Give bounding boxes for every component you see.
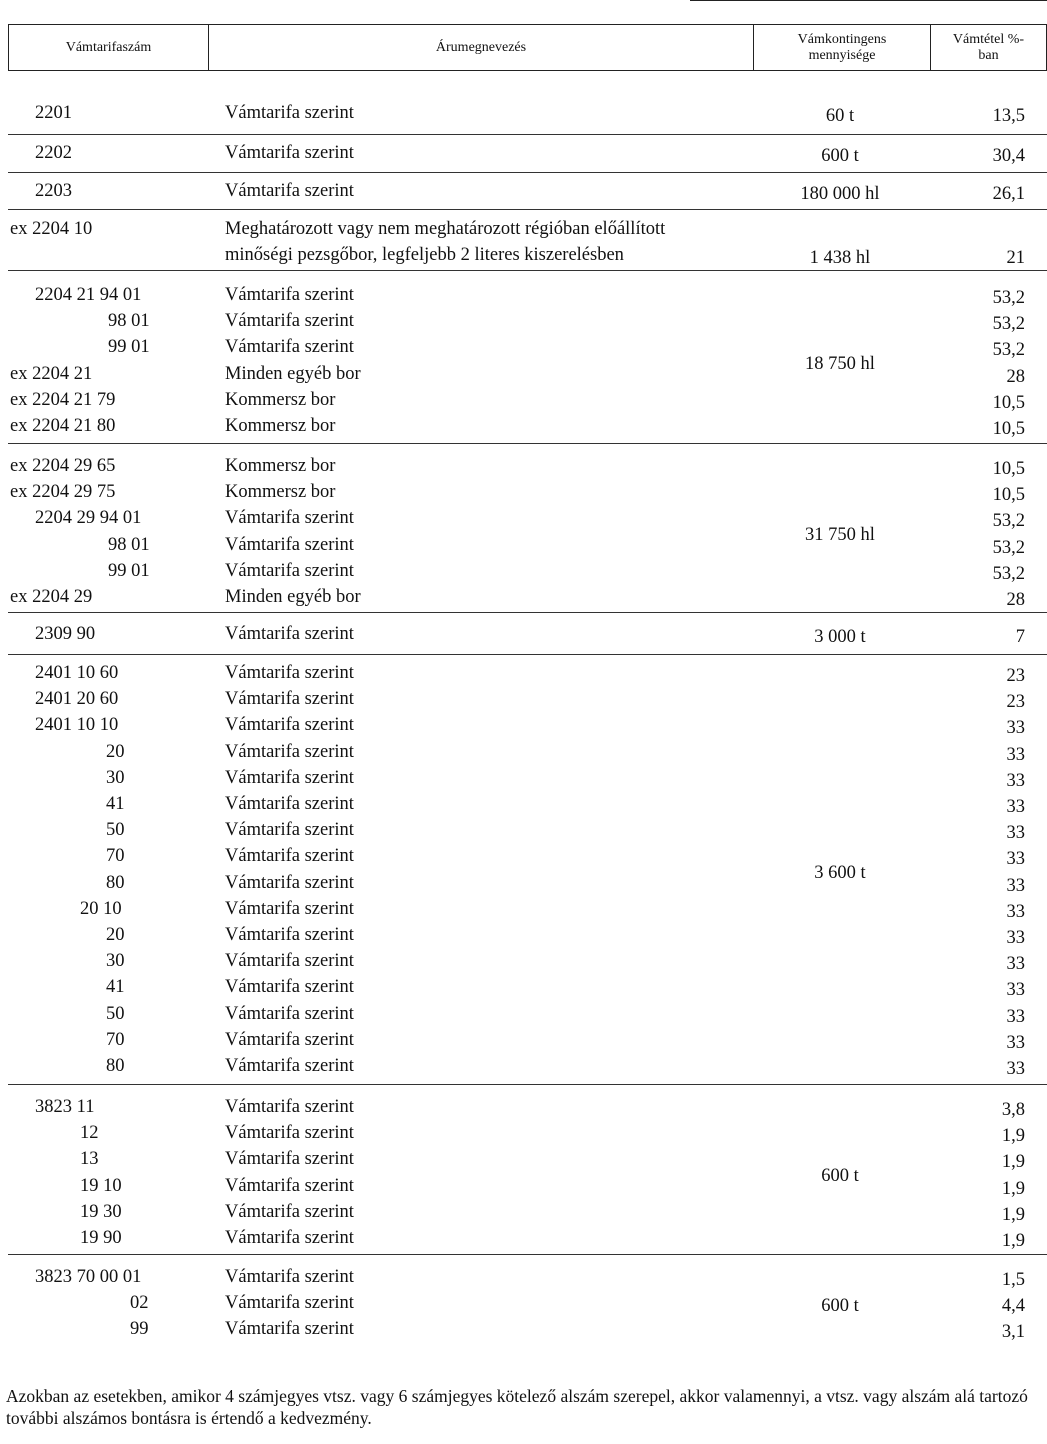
header-quota [754, 24, 931, 71]
tariff-code: 2401 10 60 [35, 663, 119, 683]
product-name: Vámtarifa szerint [225, 872, 354, 893]
group-divider [8, 172, 1047, 173]
quota-amount: 600 t [821, 1165, 859, 1186]
product-name: Vámtarifa szerint [225, 951, 354, 972]
product-name: Kommersz bor [225, 456, 336, 476]
product-name: Vámtarifa szerint [225, 337, 354, 358]
group-divider [8, 612, 1047, 613]
product-name: Vámtarifa szerint [225, 977, 354, 998]
quota-amount: 600 t [821, 1296, 859, 1317]
product-name: Vámtarifa szerint [225, 624, 354, 644]
tariff-code: 30 [106, 951, 125, 972]
quota-amount: 31 750 hl [805, 524, 875, 545]
product-name: Vámtarifa szerint [225, 925, 354, 945]
tariff-code: 30 [106, 767, 125, 788]
duty-rate: 53,2 [992, 288, 1025, 308]
tariff-code: 20 [106, 741, 125, 762]
tariff-code: 41 [106, 977, 125, 998]
duty-rate: 13,5 [992, 106, 1025, 126]
tariff-code: 80 [106, 1056, 125, 1076]
tariff-code: 2401 10 10 [35, 715, 119, 736]
duty-rate: 33 [1006, 797, 1025, 817]
group-divider [8, 443, 1047, 444]
header-name-label: Árumegnevezés [435, 39, 527, 55]
tariff-code: ex 2204 29 75 [10, 482, 116, 503]
product-name: Vámtarifa szerint [225, 143, 354, 163]
product-name: Vámtarifa szerint [225, 1123, 354, 1144]
product-name: Vámtarifa szerint [225, 689, 354, 710]
tariff-code: 98 01 [108, 534, 150, 555]
quota-amount: 60 t [825, 106, 855, 126]
product-name: Vámtarifa szerint [225, 560, 354, 581]
tariff-code: 02 [130, 1293, 149, 1314]
product-name: Vámtarifa szerint [225, 1149, 354, 1170]
product-name: Vámtarifa szerint [225, 715, 354, 736]
tariff-code: 2204 21 94 01 [35, 285, 142, 305]
quota-amount: 1 438 hl [809, 248, 871, 269]
product-name: Vámtarifa szerint [225, 103, 354, 123]
tariff-code: 50 [106, 820, 125, 841]
product-name: Vámtarifa szerint [225, 741, 354, 762]
duty-rate: 10,5 [992, 392, 1025, 413]
product-name: Vámtarifa szerint [225, 1319, 354, 1340]
tariff-code: 20 10 [80, 898, 122, 919]
duty-rate: 33 [1006, 1059, 1025, 1079]
product-name: Kommersz bor [225, 389, 336, 410]
tariff-code: 98 01 [108, 311, 150, 332]
product-name: Vámtarifa szerint [225, 820, 354, 841]
tariff-code: 2201 [35, 103, 72, 123]
duty-rate: 33 [1006, 954, 1025, 975]
quota-amount: 3 000 t [814, 627, 866, 647]
duty-rate: 33 [1006, 1006, 1025, 1027]
duty-rate: 53,2 [992, 340, 1025, 361]
duty-rate: 7 [1015, 627, 1025, 647]
duty-rate: 33 [1006, 980, 1025, 1001]
product-name: Vámtarifa szerint [225, 1293, 354, 1314]
duty-rate: 23 [1006, 692, 1025, 713]
tariff-code: 13 [80, 1149, 99, 1170]
duty-rate: 53,2 [992, 537, 1025, 558]
product-name: Meghatározott vagy nem meghatározott régióban előállított [225, 219, 666, 239]
tariff-code: 2309 90 [35, 624, 96, 644]
tariff-code: 19 90 [80, 1228, 122, 1248]
top-rule [690, 0, 1047, 1]
tariff-code: 99 01 [108, 337, 150, 358]
duty-rate: 10,5 [992, 419, 1025, 439]
product-name: Vámtarifa szerint [225, 767, 354, 788]
duty-rate: 1,9 [1001, 1126, 1025, 1147]
header-rate [931, 24, 1047, 71]
duty-rate: 26,1 [992, 184, 1025, 204]
group-divider [8, 1084, 1047, 1085]
tariff-code: 2203 [35, 181, 72, 201]
duty-rate: 53,2 [992, 563, 1025, 584]
product-name: Minden egyéb bor [225, 363, 361, 384]
duty-rate: 33 [1006, 718, 1025, 739]
duty-rate: 1,9 [1001, 1178, 1025, 1199]
tariff-code: 50 [106, 1003, 125, 1024]
header-name [209, 24, 754, 71]
tariff-code: 3823 11 [35, 1097, 95, 1117]
duty-rate: 33 [1006, 744, 1025, 765]
product-name: Vámtarifa szerint [225, 1056, 354, 1076]
product-name: Vámtarifa szerint [225, 663, 354, 683]
tariff-code: 2401 20 60 [35, 689, 119, 710]
duty-rate: 33 [1006, 901, 1025, 922]
quota-amount: 3 600 t [814, 862, 866, 883]
product-name: Vámtarifa szerint [225, 1097, 354, 1117]
quota-amount: 18 750 hl [805, 353, 875, 374]
group-divider [8, 134, 1047, 135]
product-name: Vámtarifa szerint [225, 311, 354, 332]
tariff-code: 80 [106, 872, 125, 893]
product-name: Vámtarifa szerint [225, 1029, 354, 1050]
group-divider [8, 654, 1047, 655]
product-name: Vámtarifa szerint [225, 1003, 354, 1024]
duty-rate: 3,8 [1001, 1100, 1025, 1120]
duty-rate: 33 [1006, 823, 1025, 844]
duty-rate: 4,4 [1001, 1296, 1025, 1317]
tariff-code: ex 2204 10 [10, 219, 93, 239]
product-name: Kommersz bor [225, 416, 336, 436]
tariff-code: ex 2204 21 [10, 363, 93, 384]
tariff-code: 3823 70 00 01 [35, 1267, 142, 1287]
tariff-code: 19 30 [80, 1201, 122, 1222]
duty-rate: 3,1 [1001, 1322, 1025, 1343]
product-name: Vámtarifa szerint [225, 181, 354, 201]
tariff-code: ex 2204 29 65 [10, 456, 116, 476]
product-name: Kommersz bor [225, 482, 336, 503]
product-name: Vámtarifa szerint [225, 534, 354, 555]
tariff-code: 2202 [35, 143, 72, 163]
group-divider [8, 1254, 1047, 1255]
tariff-code: 70 [106, 846, 125, 867]
header-code-label: Vámtarifaszám [65, 39, 152, 55]
product-name: Vámtarifa szerint [225, 1175, 354, 1196]
product-name: Vámtarifa szerint [225, 794, 354, 814]
duty-rate: 28 [1006, 366, 1025, 387]
tariff-code: 19 10 [80, 1175, 122, 1196]
duty-rate: 53,2 [992, 511, 1025, 532]
duty-rate: 33 [1006, 875, 1025, 896]
tariff-code: 99 [130, 1319, 149, 1340]
footnote: Azokban az esetekben, amikor 4 számjegyes vtsz. vagy 6 számjegyes kötelező alszám szerepel, akkor valamennyi, a vtsz. vagy alszám alá tartozó további alszámos bontásra is értendő a kedvezmény. [6, 1386, 1028, 1428]
tariff-code: 12 [80, 1123, 99, 1144]
duty-rate: 21 [1006, 248, 1025, 269]
duty-rate: 10,5 [992, 485, 1025, 506]
tariff-code: 20 [106, 925, 125, 945]
duty-rate: 33 [1006, 849, 1025, 870]
header-code [8, 24, 209, 71]
product-name: Vámtarifa szerint [225, 1267, 354, 1287]
duty-rate: 53,2 [992, 314, 1025, 335]
duty-rate: 1,5 [1001, 1270, 1025, 1290]
tariff-code: 41 [106, 794, 125, 814]
header-quota-label: Vámkontingens mennyisége [797, 31, 887, 63]
duty-rate: 1,9 [1001, 1231, 1025, 1251]
product-name: Vámtarifa szerint [225, 508, 354, 529]
tariff-code: ex 2204 21 79 [10, 389, 116, 410]
product-name: Vámtarifa szerint [225, 285, 354, 305]
product-name: Vámtarifa szerint [225, 846, 354, 867]
duty-rate: 33 [1006, 1032, 1025, 1053]
duty-rate: 30,4 [992, 146, 1025, 166]
quota-amount: 180 000 hl [800, 184, 880, 204]
quota-amount: 600 t [821, 146, 859, 166]
tariff-code: ex 2204 21 80 [10, 416, 116, 436]
tariff-code: 70 [106, 1029, 125, 1050]
tariff-code: 2204 29 94 01 [35, 508, 142, 529]
product-name: Vámtarifa szerint [225, 898, 354, 919]
group-divider [8, 270, 1047, 271]
duty-rate: 33 [1006, 770, 1025, 791]
duty-rate: 1,9 [1001, 1152, 1025, 1173]
tariff-code: ex 2204 29 [10, 587, 93, 607]
duty-rate: 23 [1006, 666, 1025, 686]
tariff-code: 99 01 [108, 560, 150, 581]
product-name: Minden egyéb bor [225, 587, 361, 607]
duty-rate: 10,5 [992, 459, 1025, 479]
duty-rate: 28 [1006, 590, 1025, 610]
header-rate-label: Vámtétel %-ban [952, 31, 1025, 63]
duty-rate: 33 [1006, 928, 1025, 948]
duty-rate: 1,9 [1001, 1204, 1025, 1225]
product-name: Vámtarifa szerint [225, 1228, 354, 1248]
product-name: minőségi pezsgőbor, legfeljebb 2 literes kiszerelésben [225, 245, 624, 266]
group-divider [8, 209, 1047, 210]
product-name: Vámtarifa szerint [225, 1201, 354, 1222]
